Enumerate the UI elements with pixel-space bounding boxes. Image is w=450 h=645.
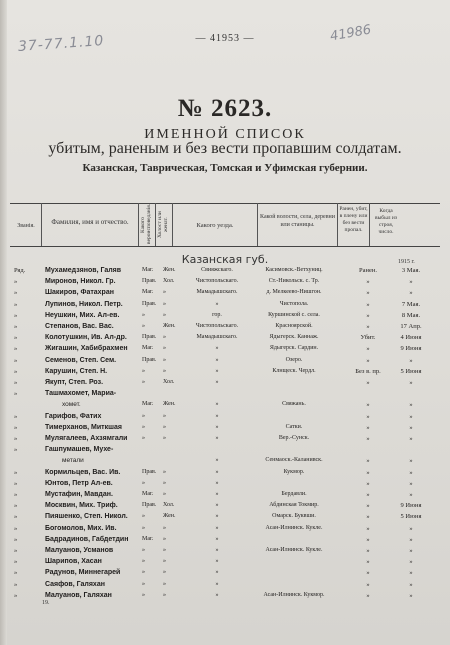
row-rank: » [14, 547, 18, 554]
row-status: » [366, 289, 370, 297]
row-date: » [409, 580, 413, 588]
row-uezd: » [215, 558, 219, 565]
row-date: 17 Апр. [400, 323, 422, 330]
row-faith: » [142, 547, 145, 553]
row-rank: » [14, 569, 18, 577]
row-date: » [409, 457, 413, 465]
row-uezd: » [215, 356, 219, 363]
row-uezd: » [215, 491, 219, 497]
row-faith: » [142, 513, 145, 520]
row-volost: Свяжань. [282, 401, 306, 408]
row-status: » [366, 457, 370, 465]
row-name: Юнтов, Петр Ал-ев. [45, 479, 113, 487]
column-divider [369, 203, 370, 246]
row-status: » [366, 412, 370, 420]
row-faith: Маг. [142, 401, 154, 408]
row-uezd: » [215, 524, 219, 531]
row-date: » [409, 356, 413, 364]
row-status: Убит. [360, 334, 376, 342]
row-date: » [409, 379, 413, 386]
row-volost: Бердавли. [281, 491, 307, 497]
row-volost: Куршинской с. села. [268, 311, 320, 318]
row-status: » [366, 300, 370, 308]
row-marital: » [163, 468, 166, 475]
row-uezd: » [215, 345, 219, 352]
row-uezd: » [215, 502, 219, 509]
row-rank: » [14, 479, 18, 487]
row-faith: » [142, 591, 145, 598]
row-rank: » [14, 356, 18, 364]
row-rank: » [14, 367, 18, 375]
row-name: Кормильцев, Вас. Ив. [45, 468, 121, 476]
heading-title: ИМЕННОЙ СПИСОК [144, 127, 306, 142]
row-name: Семенов, Степ. Сем. [45, 356, 117, 364]
row-name: Шакиров, Фатахран [45, 289, 114, 297]
row-date: » [409, 435, 413, 442]
row-volost: Омарск. Буквши. [272, 513, 316, 520]
column-divider [155, 203, 156, 246]
row-volost: Ядыгерск. Каннаж. [269, 334, 319, 341]
row-volost: Асан-Илнинск. Кукмор. [263, 591, 325, 598]
row-date: » [409, 535, 413, 543]
row-rank: » [14, 379, 18, 386]
row-faith: » [142, 558, 145, 565]
row-volost: Вер.-Сунск. [278, 435, 310, 441]
row-date: » [409, 412, 413, 420]
row-faith: Прав. [142, 502, 157, 509]
row-name: Степанов, Вас. Вас. [45, 323, 114, 330]
row-rank: » [14, 435, 18, 442]
row-date: » [409, 278, 413, 286]
row-rank: » [14, 535, 18, 543]
row-date: » [409, 569, 413, 577]
row-date: » [409, 558, 413, 566]
row-uezd: гор. [212, 311, 222, 318]
row-status: » [366, 558, 370, 566]
row-marital: » [163, 479, 166, 486]
column-divider [172, 203, 173, 246]
row-faith: Прав. [142, 278, 157, 285]
row-volost: Сенмаоск.-Каланивск. [265, 457, 323, 464]
row-status: » [366, 435, 370, 442]
column-header-uezd: Какого уезда. [196, 222, 234, 229]
row-marital: Жен. [163, 323, 176, 329]
row-rank: » [14, 513, 18, 521]
row-faith: Прав. [142, 356, 157, 363]
heading-provinces: Казанская, Таврическая, Томская и Уфимская губернии. [82, 162, 368, 174]
row-faith: Маг. [142, 491, 154, 497]
column-header-status: Ранен, убит, в плену или без вести пропал. [339, 206, 368, 233]
row-status: » [366, 535, 370, 543]
row-status: Без в. пр. [355, 367, 381, 375]
row-name: Саяфов, Галяхан [45, 580, 105, 588]
row-marital: Жен. [163, 401, 176, 408]
row-rank: » [14, 524, 18, 532]
row-rank: » [14, 468, 18, 476]
row-rank: » [14, 591, 18, 599]
row-name: Пияшенко, Степ. Никол. [45, 513, 128, 521]
row-name: Гарифов, Фатих [45, 412, 102, 420]
row-name: Малуанов, Галяхан [45, 591, 112, 599]
row-marital: Жен. [163, 267, 176, 273]
row-name: Москвин, Мих. Триф. [45, 502, 118, 510]
row-rank: Ряд. [14, 267, 26, 274]
row-rank: » [14, 311, 18, 319]
row-name: Бадрадинов, Габдетдин [45, 535, 129, 543]
row-status: » [366, 323, 370, 330]
row-date: » [409, 591, 413, 599]
row-volost: Озеро. [285, 356, 303, 363]
row-volost: Красноярской. [275, 323, 313, 329]
row-marital: » [163, 300, 166, 307]
row-name: Малуанов, Усманов [45, 547, 114, 554]
row-name: Жигашин, Хабибрахмен [45, 345, 128, 353]
row-name: Якупт, Степ. Роз. [45, 379, 104, 386]
row-date: 5 Июня [400, 367, 422, 375]
row-uezd: » [215, 547, 219, 553]
row-uezd: Чистопольскаго. [195, 323, 239, 329]
page-number: — 41953 — [195, 33, 255, 44]
column-divider [337, 203, 338, 246]
row-name: Карушин, Степ. Н. [45, 367, 108, 375]
row-name: Неушкин, Мих. Ал-ев. [45, 311, 120, 319]
row-status: » [366, 423, 370, 431]
row-marital: » [163, 535, 166, 542]
row-date: 7 Мая. [401, 300, 421, 308]
row-faith: » [142, 580, 145, 587]
row-status: » [366, 278, 370, 286]
row-faith: Прав. [142, 334, 157, 341]
row-rank: » [14, 278, 18, 286]
row-uezd: » [215, 580, 219, 587]
row-rank: » [14, 558, 18, 566]
row-volost: Клнщеск. Чердл. [272, 367, 316, 374]
row-rank: » [14, 423, 18, 431]
row-marital: » [163, 591, 166, 598]
row-date: 5 Июня [400, 513, 422, 521]
row-date: » [409, 423, 413, 431]
column-header-marital: Холост или женат. [157, 211, 169, 239]
row-marital: Хол. [163, 502, 175, 509]
row-rank: » [14, 390, 18, 398]
row-marital: Хол. [163, 379, 175, 385]
row-faith: » [142, 524, 145, 531]
row-marital: » [163, 345, 166, 352]
row-uezd: Чистопольскаго. [195, 278, 239, 285]
row-faith: Маг. [142, 289, 154, 296]
row-volost: Сатки. [285, 423, 303, 430]
row-status: » [366, 345, 370, 353]
row-name: Богомолов, Мих. Ив. [45, 524, 117, 532]
row-volost: Кукмор. [283, 468, 305, 475]
column-header-faith: Какого вероисповеданія. [140, 203, 152, 244]
row-name: Радунов, Миннегарей [45, 569, 121, 577]
row-uezd: » [215, 379, 219, 385]
row-uezd: » [215, 457, 219, 464]
row-uezd: Мамадышскаго. [196, 289, 238, 296]
row-marital: » [163, 580, 166, 587]
row-name: метали [62, 457, 84, 465]
row-uezd: Мамадышскаго. [196, 334, 238, 341]
row-uezd: » [215, 401, 219, 408]
column-divider [138, 203, 139, 246]
row-status: » [366, 491, 370, 498]
row-uezd: » [215, 412, 219, 419]
row-uezd: » [215, 479, 219, 486]
row-marital: » [163, 289, 166, 296]
row-uezd: » [215, 569, 219, 576]
row-volost: Чистопола. [279, 300, 309, 307]
row-marital: » [163, 311, 166, 318]
row-rank: » [14, 502, 18, 510]
row-faith: Маг. [142, 535, 154, 542]
row-marital: » [163, 423, 166, 430]
row-name: Мустафин, Мавдан. [45, 491, 113, 498]
row-faith: » [142, 412, 145, 419]
row-date: » [409, 547, 413, 554]
row-date: 9 Июня [400, 502, 422, 510]
column-header-rank: Званія. [17, 223, 35, 229]
row-faith: Прав. [142, 468, 157, 475]
row-status: » [366, 547, 370, 554]
row-status: » [366, 468, 370, 476]
row-faith: » [142, 435, 145, 441]
heading-subtitle: убитым, раненым и без вести пропавшим солдатам. [48, 140, 402, 157]
row-volost: Ст.-Никольск. с. Тр. [268, 278, 320, 285]
row-date: » [409, 479, 413, 487]
row-marital: » [163, 569, 166, 576]
row-status: » [366, 311, 370, 319]
row-rank: » [14, 323, 18, 330]
row-rank: » [14, 345, 18, 353]
row-status: » [366, 569, 370, 577]
row-marital: Хол. [163, 278, 175, 285]
row-name: Тимерханов, Миткшая [45, 423, 122, 431]
row-marital: » [163, 524, 166, 531]
row-status: » [366, 524, 370, 532]
section-year: 1915 г. [398, 259, 415, 265]
row-faith: » [142, 311, 145, 318]
row-volost: Асан-Илнинск. Кукле. [265, 547, 323, 553]
row-faith: Маг. [142, 345, 154, 352]
row-status: » [366, 479, 370, 487]
column-header-volost: Какой волости, села, деревни или станицы. [260, 214, 335, 228]
column-header-date: Когда выбыл из строя, число. [374, 208, 398, 235]
row-status: » [366, 356, 370, 364]
page-reference-stamp: 41986 [329, 22, 373, 45]
column-header-name: Фамилия, имя и отчество. [51, 218, 129, 226]
row-faith: » [142, 569, 145, 576]
row-name: Лупинов, Никол. Петр. [45, 300, 123, 308]
archive-reference-stamp: 37-77.1.10 [17, 33, 105, 55]
row-marital: » [163, 334, 166, 341]
row-uezd: » [215, 300, 219, 307]
row-uezd: » [215, 367, 219, 374]
row-status: » [366, 401, 370, 409]
row-uezd: » [215, 535, 219, 542]
row-date: 9 Июня [400, 345, 422, 353]
table-header-rule [10, 246, 440, 247]
row-date: 4 Июня [400, 334, 422, 342]
row-uezd: » [215, 468, 219, 475]
row-name: Мухамедзянов, Галяв [45, 267, 122, 274]
row-uezd: » [215, 513, 219, 520]
row-status: » [366, 502, 370, 510]
row-date: » [409, 289, 413, 297]
row-status: » [366, 580, 370, 588]
row-date: 8 Мая. [401, 311, 421, 319]
row-volost: д. Мелкеево-Нишгон. [266, 289, 322, 296]
row-name: хомет. [62, 401, 81, 409]
row-faith: Прав. [142, 300, 157, 307]
column-divider [41, 203, 42, 246]
row-uezd: Свияжскаго. [201, 267, 233, 273]
row-name: Ташмахомет, Мариа- [45, 390, 117, 398]
list-number: № 2623. [177, 95, 273, 122]
row-volost: Касимовск.-Ветхуниц. [265, 267, 323, 273]
row-rank: » [14, 412, 18, 420]
row-faith: » [142, 479, 145, 486]
row-date: 3 Мая. [401, 267, 421, 274]
row-rank: » [14, 491, 18, 498]
row-faith: » [142, 379, 145, 385]
row-name: Миронов, Никол. Гр. [45, 278, 116, 286]
row-marital: » [163, 412, 166, 419]
row-status: » [366, 379, 370, 386]
row-rank: » [14, 446, 18, 454]
row-marital: » [163, 367, 166, 374]
row-faith: Маг. [142, 267, 154, 273]
row-status: » [366, 591, 370, 599]
row-volost: Абдинская Токмир. [269, 502, 319, 509]
row-marital: » [163, 491, 166, 497]
row-faith: » [142, 367, 145, 374]
row-marital: » [163, 435, 166, 441]
row-status: Ранен. [359, 267, 377, 274]
row-marital: » [163, 356, 166, 363]
row-status: » [366, 513, 370, 521]
row-uezd: » [215, 423, 219, 430]
row-name: Колотушкин, Ив. Ал-др. [45, 334, 127, 342]
row-marital: » [163, 547, 166, 553]
row-name: Гашпумашев, Мухе- [45, 446, 114, 454]
row-name: Мулягалеев, Ахзямгали [45, 435, 128, 442]
table-top-rule [10, 203, 440, 204]
row-date: » [409, 491, 413, 498]
row-date: » [409, 524, 413, 532]
row-rank: » [14, 580, 18, 588]
row-rank: » [14, 334, 18, 342]
row-marital: Жен. [163, 513, 176, 520]
row-name: Шарипов, Хасан [45, 558, 102, 566]
row-rank: » [14, 289, 18, 297]
row-faith: » [142, 323, 145, 329]
row-uezd: » [215, 435, 219, 441]
row-date: » [409, 468, 413, 476]
row-volost: Асан-Илнинск. Кукле. [265, 524, 323, 531]
row-uezd: » [215, 591, 219, 598]
row-rank: » [14, 300, 18, 308]
row-date: » [409, 401, 413, 409]
row-faith: » [142, 423, 145, 430]
column-divider [257, 203, 258, 246]
row-volost: Ядыгерск. Сардин. [269, 345, 319, 352]
section-title: Казанская губ. [181, 253, 269, 266]
row-marital: » [163, 558, 166, 565]
footer-mark: 19. [42, 600, 50, 606]
